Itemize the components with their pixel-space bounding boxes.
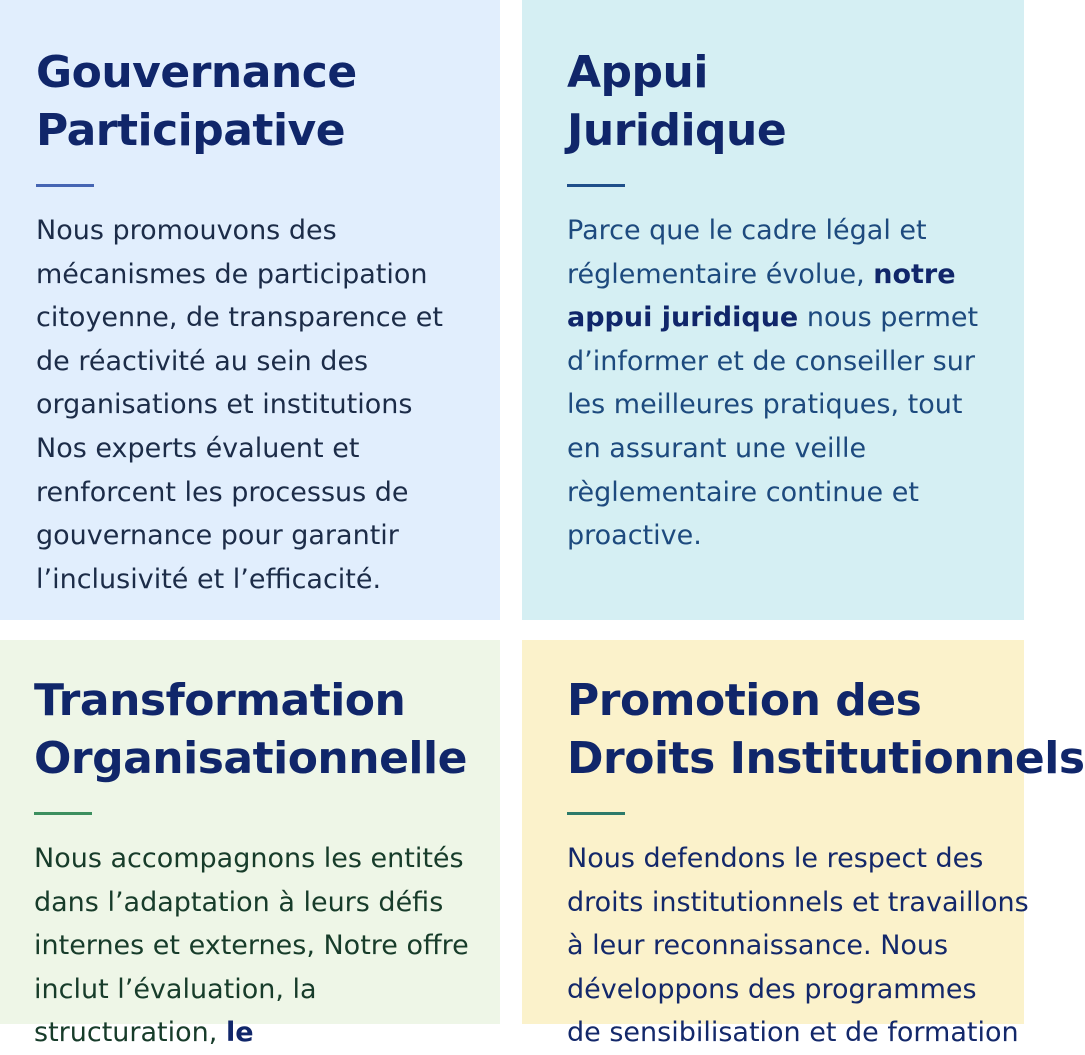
card-title-line: Juridique	[567, 105, 787, 156]
description-line: proactive.	[567, 520, 702, 552]
title-divider	[567, 812, 625, 815]
card-title	[567, 44, 1024, 160]
description-text: structuration,	[34, 1017, 226, 1049]
description-line: organisations et institutions	[36, 389, 413, 421]
description-line: Nous defendons le respect des	[567, 843, 984, 874]
description-line: internes et externes, Notre offre	[34, 930, 469, 962]
description-text: nous permet	[798, 302, 979, 334]
description-line: développons des programmes	[567, 973, 977, 1005]
card-title	[567, 672, 1085, 788]
description-line: dans l’adaptation à leurs défis	[34, 886, 444, 918]
description-line: en assurant une veille	[567, 432, 867, 464]
description-line: renforcent les processus de	[36, 476, 409, 508]
description-line	[567, 296, 1024, 340]
card-title-line: Appui	[567, 47, 708, 98]
description-text: réglementaire évolue,	[567, 258, 874, 290]
description-line: Parce que le cadre légal et	[567, 215, 927, 246]
card-title	[36, 44, 500, 160]
title-divider	[567, 184, 625, 187]
card-title-line: Promotion des	[567, 675, 922, 726]
description-line: citoyenne, de transparence et	[36, 302, 443, 334]
card-title-line: Transformation	[34, 675, 406, 726]
card-description	[567, 837, 1029, 1055]
card-description	[567, 209, 1024, 558]
card-gouvernance-participative	[0, 0, 500, 620]
card-title	[34, 672, 500, 788]
title-divider	[34, 812, 92, 815]
card-description	[34, 837, 500, 1055]
description-line: d’informer et de conseiller sur	[567, 345, 975, 377]
card-appui-juridique	[522, 0, 1024, 620]
description-line: les meilleures pratiques, tout	[567, 389, 963, 421]
description-line: Nos experts évaluent et	[36, 432, 360, 464]
description-emphasis: le	[225, 1017, 254, 1049]
description-line: Nous accompagnons les entités	[34, 843, 464, 874]
description-line: l’inclusivité et l’efficacité.	[36, 563, 382, 595]
card-title-line: Droits Institutionnels	[567, 733, 1085, 784]
description-line	[567, 253, 1024, 297]
description-line: inclut l’évaluation, la	[34, 973, 317, 1005]
description-emphasis: notre	[873, 258, 956, 290]
description-line: Nous promouvons des	[36, 215, 337, 246]
card-description	[36, 209, 500, 601]
description-line: de sensibilisation et de formation	[567, 1017, 1019, 1049]
card-title-line: Gouvernance	[36, 47, 357, 98]
description-line: mécanismes de participation	[36, 258, 428, 290]
card-transformation-organisationnelle	[0, 640, 500, 1049]
description-line: gouvernance pour garantir	[36, 520, 399, 552]
description-line	[34, 1011, 500, 1055]
description-line: droits institutionnels et travaillons	[567, 886, 1029, 918]
description-line: règlementaire continue et	[567, 476, 919, 508]
description-line: de réactivité au sein des	[36, 345, 369, 377]
title-divider	[36, 184, 94, 187]
description-line: à leur reconnaissance. Nous	[567, 930, 949, 962]
card-promotion-droits-institutionnels	[522, 640, 1085, 1049]
description-emphasis: appui juridique	[567, 302, 799, 334]
card-title-line: Organisationnelle	[34, 733, 467, 784]
card-title-line: Participative	[36, 105, 346, 156]
